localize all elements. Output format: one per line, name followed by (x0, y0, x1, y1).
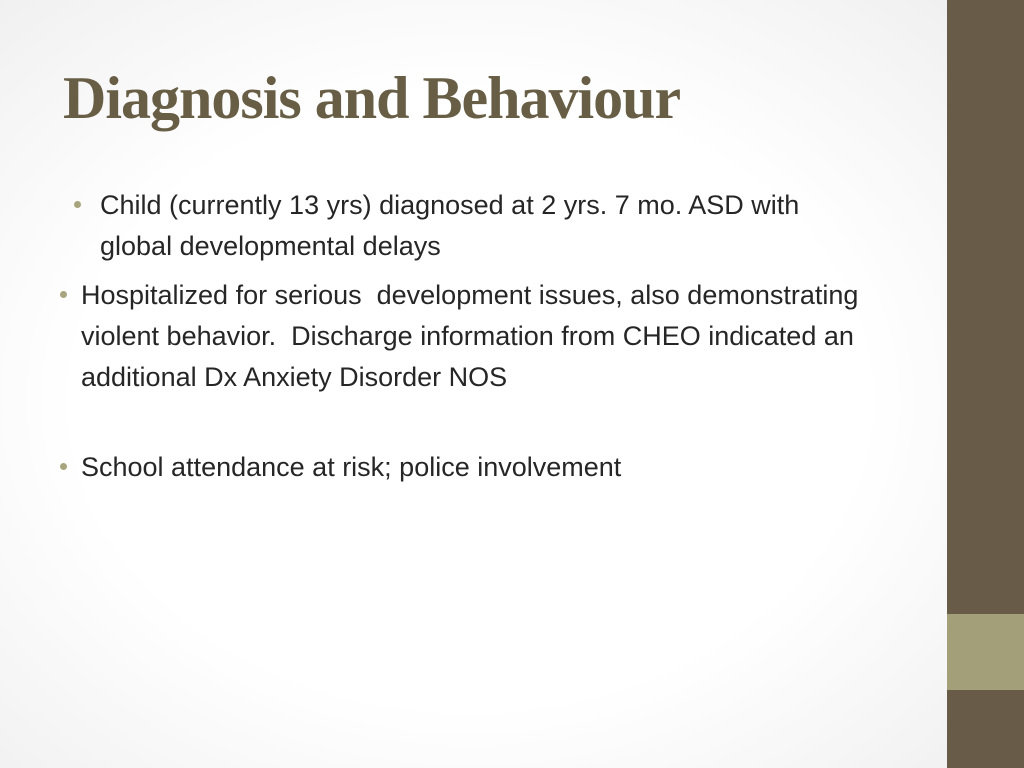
bullet-dot-icon (60, 463, 67, 470)
bullet-text: Child (currently 13 yrs) diagnosed at 2 yrs. 7 mo. ASD with global developmental delays (100, 190, 807, 261)
slide-title: Diagnosis and Behaviour (63, 65, 681, 131)
bullet-text: Hospitalized for serious development issues, also demonstrating violent behavior. Discharge information from CHEO indicated an additional Dx Anxiety Disorder NOS (81, 280, 866, 392)
side-accent-block (947, 614, 1024, 690)
bullet-dot-icon (60, 291, 67, 298)
bullet-item (81, 447, 861, 488)
bullet-text: School attendance at risk; police involvement (81, 452, 622, 482)
bullet-item (100, 185, 860, 267)
bullet-item (81, 275, 866, 398)
bullet-dot-icon (74, 201, 81, 208)
